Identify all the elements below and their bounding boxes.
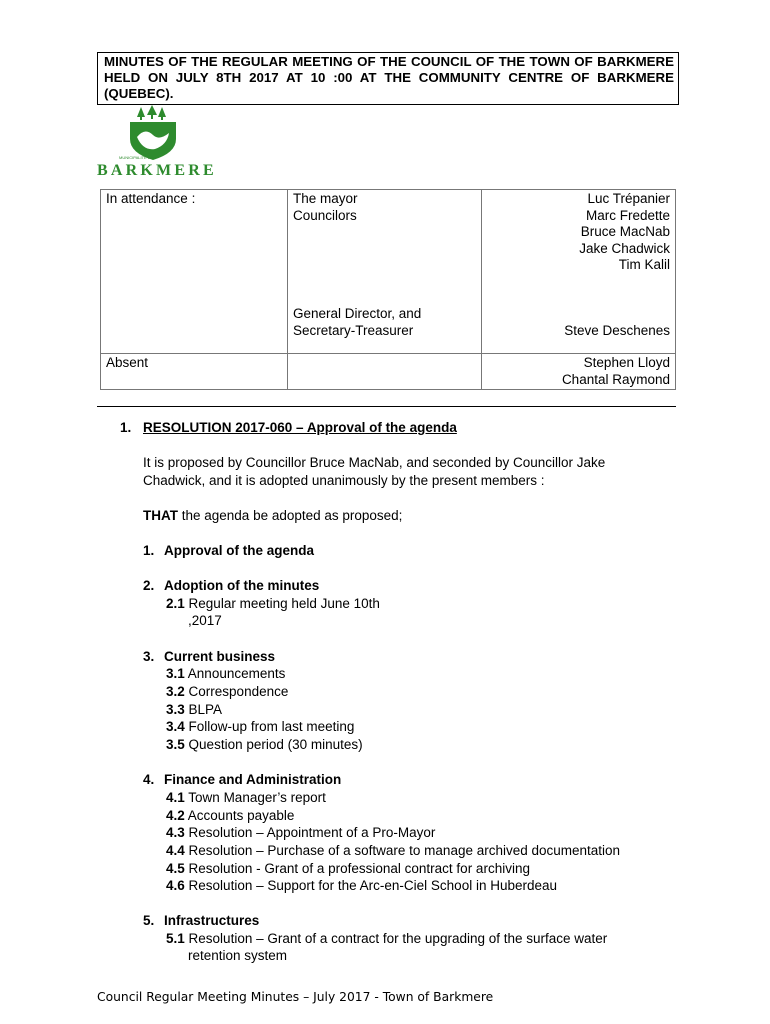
divider <box>97 406 676 407</box>
agenda-item: 3. Current business <box>143 649 276 664</box>
agenda-subitem: 4.4 Resolution – Purchase of a software to manage archived documentation <box>166 843 621 858</box>
role-director-line2: Secretary-Treasurer <box>293 322 414 338</box>
absent-name: Stephen Lloyd <box>583 355 670 370</box>
councilor-name: Jake Chadwick <box>579 240 670 256</box>
mayor-name: Luc Trépanier <box>587 191 670 206</box>
barkmere-logo <box>97 105 215 181</box>
page-footer: Council Regular Meeting Minutes – July 2017 - Town of Barkmere <box>97 990 494 1004</box>
attendance-label: In attendance : <box>101 190 288 354</box>
agenda-item: 5. Infrastructures <box>143 913 260 928</box>
agenda-subitem: 4.3 Resolution – Appointment of a Pro-Mayor <box>166 825 436 840</box>
agenda-subitem: 3.4 Follow-up from last meeting <box>166 719 355 734</box>
absent-label: Absent <box>101 354 288 390</box>
document-title: MINUTES OF THE REGULAR MEETING OF THE COUNCIL OF THE TOWN OF BARKMERE HELD ON JULY 8TH 2017 AT 10 :00 AT THE COMMUNITY CENTRE OF BARKMERE (QUEBEC). <box>97 52 679 105</box>
agenda-subitem: 3.2 Correspondence <box>166 684 289 699</box>
councilor-name: Tim Kalil <box>618 257 670 272</box>
roles-cell <box>288 190 482 354</box>
agenda-subitem: 4.6 Resolution – Support for the Arc-en-Ciel School in Huberdeau <box>166 878 558 893</box>
agenda-subitem: 2.1 Regular meeting held June 10th <box>166 596 380 611</box>
resolution-para-line1: It is proposed by Councillor Bruce MacNab, and seconded by Councillor Jake <box>143 455 606 470</box>
absent-names-cell <box>482 354 676 390</box>
resolution-number: 1. <box>120 420 132 435</box>
agenda-item: 2. Adoption of the minutes <box>143 578 320 593</box>
agenda-subitem-cont: ,2017 <box>188 613 222 628</box>
logo-wordmark: BARKMERE <box>97 162 217 179</box>
agenda-subitem: 4.5 Resolution - Grant of a professional contract for archiving <box>166 861 530 876</box>
role-mayor: The mayor <box>293 191 358 206</box>
agenda-subitem: 3.3 BLPA <box>166 702 223 717</box>
logo-small-text: MUNICIPALITÉ DE <box>119 155 154 160</box>
agenda-subitem-cont: retention system <box>188 948 288 963</box>
agenda-subitem: 3.1 Announcements <box>166 666 286 681</box>
attendance-table <box>100 189 676 390</box>
that-clause: THAT the agenda be adopted as proposed; <box>143 508 403 523</box>
agenda-item: 1. Approval of the agenda <box>143 543 315 558</box>
resolution-title: RESOLUTION 2017-060 – Approval of the agenda <box>143 420 457 435</box>
absent-name: Chantal Raymond <box>561 371 670 387</box>
resolution-para-line2: Chadwick, and it is adopted unanimously by the present members : <box>143 473 545 488</box>
agenda-item: 4. Finance and Administration <box>143 772 342 787</box>
agenda-subitem: 3.5 Question period (30 minutes) <box>166 737 363 752</box>
director-name: Steve Deschenes <box>564 322 670 338</box>
crest-icon <box>97 105 215 165</box>
councilor-name: Bruce MacNab <box>580 224 670 239</box>
agenda-subitem: 4.1 Town Manager’s report <box>166 790 326 805</box>
councilor-name: Marc Fredette <box>585 207 670 223</box>
agenda-subitem: 4.2 Accounts payable <box>166 808 295 823</box>
agenda-subitem: 5.1 Resolution – Grant of a contract for the upgrading of the surface water <box>166 931 608 946</box>
role-director-line1: General Director, and <box>293 306 422 321</box>
names-cell <box>482 190 676 354</box>
role-councilors: Councilors <box>293 207 357 223</box>
